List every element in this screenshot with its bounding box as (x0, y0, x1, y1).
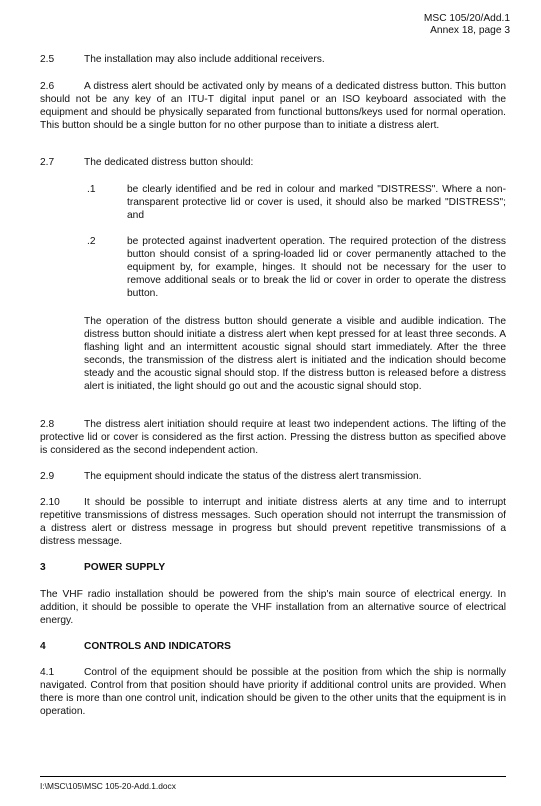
paragraph-number: 2.7 (40, 157, 55, 168)
paragraph-4-1 (40, 667, 506, 719)
section-heading-power-supply (40, 562, 506, 575)
paragraph-number: 2.5 (40, 54, 55, 65)
paragraph-text: Control of the equipment should be possible at the position from which the ship is normally navigated. Control from that position should have priority if additional control units are provided. When there is more than one control unit, indication should be given to the other units that the equipment is in operation. (40, 667, 506, 717)
paragraph-text: A distress alert should be activated only by means of a dedicated distress button. This button should not be any key of an ITU-T digital input panel or an ISO keyboard associated with the equipment and should be physically separated from functional buttons/keys used for normal operation. This button should be a single button for no other purpose than to initiate a distress alert. (40, 81, 506, 131)
paragraph-text: The equipment should indicate the status of the distress alert transmission. (84, 471, 422, 482)
paragraph-text: It should be possible to interrupt and initiate distress alerts at any time and to interrupt repetitive transmissions of distress messages. Such operation should not interrupt the transmission of a distress alert or distress message in progress but should prevent repetitive transmissions of a distress message. (40, 497, 506, 547)
paragraph-text: The dedicated distress button should: (84, 157, 254, 168)
paragraph-3: The VHF radio installation should be powered from the ship's main source of electrical energy. In addition, it should be possible to operate the VHF installation from an alternative source of electrical energy. (40, 589, 506, 626)
subparagraph-2-7-1: be clearly identified and be red in colour and marked "DISTRESS". Where a non-transparent protective lid or cover is used, it should also be marked "DISTRESS"; and (127, 184, 506, 221)
paragraph-number: 4.1 (40, 667, 55, 678)
paragraph-2-6 (40, 81, 506, 133)
annex-page: Annex 18, page 3 (430, 25, 510, 36)
paragraph-number: 2.9 (40, 471, 55, 482)
paragraph-number: 2.10 (40, 497, 60, 508)
section-title: CONTROLS AND INDICATORS (84, 641, 231, 652)
doc-reference: MSC 105/20/Add.1 (423, 13, 510, 24)
paragraph-2-9 (40, 471, 506, 484)
subparagraph-number: .1 (87, 184, 96, 195)
footer-file-path: I:\MSC\105\MSC 105-20-Add.1.docx (40, 781, 176, 791)
paragraph-2-8 (40, 419, 506, 458)
section-title: POWER SUPPLY (84, 562, 166, 573)
paragraph-text: The distress alert initiation should require at least two independent actions. The lifting of the protective lid or cover is considered as the first action. Pressing the distress button as specified above is considered as the second independent action. (40, 419, 506, 456)
section-number: 3 (40, 562, 46, 573)
subparagraph-number: .2 (87, 236, 96, 247)
page-header (424, 13, 510, 37)
section-heading-controls (40, 641, 506, 654)
subparagraph-2-7-2: be protected against inadvertent operation. The required protection of the distress button should consist of a spring-loaded lid or cover permanently attached to the equipment by, for example, hinges. It should not be necessary for the user to remove additional seals or to break the lid or cover in order to operate the distress button. (127, 236, 506, 299)
paragraph-2-7-continuation: The operation of the distress button should generate a visible and audible indication. The distress button should initiate a distress alert when kept pressed for at least three seconds. A flashing light and an intermittent acoustic signal should start immediately. After the three seconds, the transmission of the distress alert is initiated and the indication should become steady and the acoustic signal should stop. If the distress button is released before a distress alert is initiated, the light should go out and the acoustic signal should stop. (84, 316, 506, 392)
section-number: 4 (40, 641, 46, 652)
paragraph-2-5 (40, 54, 506, 67)
paragraph-2-7 (40, 157, 506, 170)
paragraph-2-10 (40, 497, 506, 549)
paragraph-number: 2.6 (40, 81, 55, 92)
paragraph-number: 2.8 (40, 419, 55, 430)
footer-divider (40, 776, 506, 777)
paragraph-text: The installation may also include additional receivers. (84, 54, 325, 65)
